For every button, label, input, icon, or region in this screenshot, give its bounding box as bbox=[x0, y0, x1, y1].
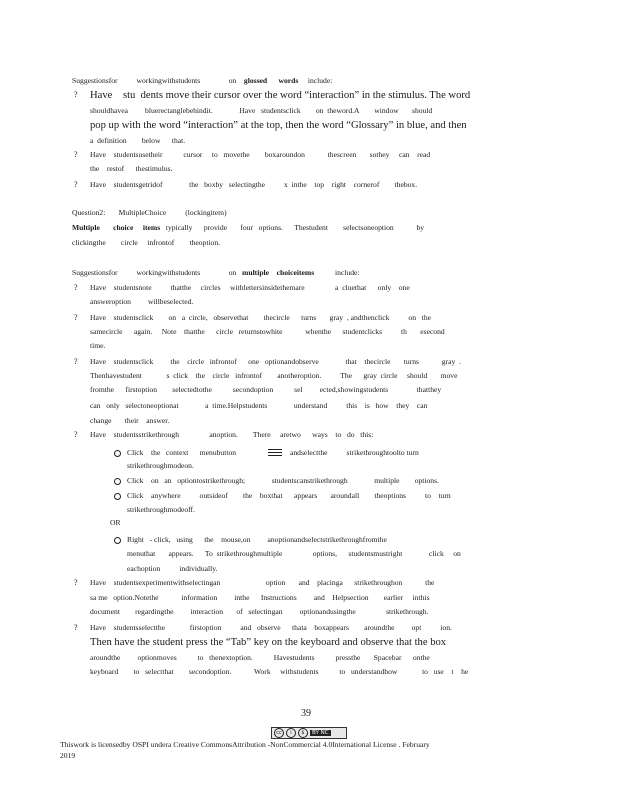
list-bullet-marker: ? bbox=[74, 180, 78, 189]
text-line bbox=[90, 283, 410, 293]
bold-term: items bbox=[142, 223, 161, 232]
text-line bbox=[90, 150, 430, 160]
text-line bbox=[127, 535, 387, 545]
text-segment: Suggestionsfor workingwithstudents on bbox=[72, 76, 244, 85]
text-line bbox=[72, 208, 227, 218]
bold-term: glossed bbox=[243, 76, 268, 85]
text-line bbox=[90, 401, 427, 411]
text-line bbox=[127, 491, 451, 501]
text-line bbox=[90, 607, 429, 617]
text-line bbox=[90, 637, 446, 649]
text-line bbox=[90, 90, 470, 102]
text-segment: Have studentsgetridof the boxby selectingthe x inthe top right cornerof thebox. bbox=[90, 180, 418, 189]
text-segment: can only selectoneoptionat a time.Helpstudents understand this is how they can bbox=[90, 401, 428, 410]
list-bullet-marker: ? bbox=[74, 623, 78, 632]
text-line bbox=[127, 448, 236, 458]
text-segment: Have studentsselectthe firstoption and observe thata boxappears aroundthe opt ion. bbox=[90, 623, 452, 632]
bold-term: words bbox=[278, 76, 299, 85]
text-segment: fromthe firstoption selectedtothe secondoption sel ected,showingstudents thatthey bbox=[90, 385, 442, 394]
bold-term: Multiple bbox=[72, 223, 100, 232]
text-line bbox=[90, 653, 430, 663]
text-line bbox=[127, 476, 439, 486]
text-segment: a definition below that. bbox=[90, 136, 186, 145]
text-segment: typically provide four options. Thestudent selectsoneoption by bbox=[160, 223, 425, 232]
page-number: 39 bbox=[301, 708, 311, 719]
bold-term: multiple bbox=[242, 268, 270, 277]
text-segment: Thenhavestudent s click the circle infrontof anotheroption. The gray circle should move bbox=[90, 371, 458, 380]
text-line bbox=[127, 461, 194, 471]
text-segment: Click on an optiontostrikethrough; studentscanstrikethrough multiple options. bbox=[127, 476, 439, 485]
text-line bbox=[90, 106, 432, 116]
text-segment: aroundthe optionmoves to thenextoption. Havestudents pressthe Spacebar onthe bbox=[90, 653, 430, 662]
text-segment bbox=[100, 223, 113, 232]
text-line bbox=[90, 623, 452, 633]
circle-bullet-icon bbox=[114, 493, 121, 500]
text-line bbox=[90, 593, 430, 603]
text-line bbox=[90, 313, 431, 323]
text-line bbox=[90, 164, 172, 174]
circle-bullet-icon bbox=[114, 450, 121, 457]
text-segment: answeroption willbeselected. bbox=[90, 297, 194, 306]
text-segment: OR bbox=[110, 518, 121, 527]
text-segment: andselectthe strikethroughtoolto turn bbox=[290, 448, 419, 457]
list-bullet-marker: ? bbox=[74, 313, 78, 322]
list-bullet-marker: ? bbox=[74, 150, 78, 159]
text-line bbox=[72, 238, 220, 248]
text-segment: document regardingthe interaction of selectingan optionandusingthe strikethrough. bbox=[90, 607, 429, 616]
text-segment: Right - click, using the mouse,on anoptionandselectstrikethroughfromthe bbox=[127, 535, 387, 544]
text-line bbox=[90, 578, 434, 588]
text-line bbox=[90, 327, 445, 337]
bold-term: choiceitems bbox=[276, 268, 315, 277]
text-segment: Click anywhere outsideof the boxthat appears aroundall theoptions to turn bbox=[127, 491, 451, 500]
footer-year: 2019 bbox=[60, 751, 76, 760]
text-line bbox=[90, 430, 373, 440]
text-line bbox=[110, 518, 121, 528]
circle-bullet-icon bbox=[114, 537, 121, 544]
text-segment bbox=[269, 268, 277, 277]
text-line bbox=[290, 448, 419, 458]
text-line bbox=[90, 416, 169, 426]
text-line bbox=[127, 505, 195, 515]
text-line bbox=[90, 297, 193, 307]
circle-bullet-icon bbox=[114, 478, 121, 485]
text-segment: Click the context menubutton bbox=[127, 448, 237, 457]
text-line bbox=[90, 385, 441, 395]
text-line bbox=[72, 223, 424, 233]
text-line bbox=[90, 136, 185, 146]
text-segment: eachoption individually. bbox=[127, 564, 218, 573]
text-segment: clickingthe circle infrontof theoption. bbox=[72, 238, 221, 247]
text-line bbox=[72, 268, 360, 278]
text-segment: pop up with the word “interaction” at the top, then the word “Glossary” in blue, and then bbox=[90, 120, 467, 131]
text-segment: Have studentsnote thatthe circles withlettersinsidethemare a cluethat only one bbox=[90, 283, 410, 292]
cc-icon: cc bbox=[274, 728, 284, 738]
text-line bbox=[90, 180, 417, 190]
text-segment: samecircle again. Note thatthe circle returnstowhite whenthe studentclicks th esecond bbox=[90, 327, 445, 336]
list-bullet-marker: ? bbox=[74, 283, 78, 292]
text-segment: menuthat appears. To strikethroughmultiple options, studentsmustright click on bbox=[127, 549, 461, 558]
text-line bbox=[127, 549, 461, 559]
text-segment: include: bbox=[314, 268, 360, 277]
text-line bbox=[90, 667, 468, 677]
list-bullet-marker: ? bbox=[74, 430, 78, 439]
cc-by-nc-license-icon bbox=[271, 727, 347, 739]
text-segment: include: bbox=[298, 76, 333, 85]
text-segment: Suggestionsfor workingwithstudents on bbox=[72, 268, 243, 277]
text-line bbox=[90, 341, 105, 351]
text-segment: Have studentsexperimentwithselectingan option and placinga strikethroughon the bbox=[90, 578, 435, 587]
menu-lines-icon bbox=[268, 449, 282, 456]
text-segment: strikethroughmodeon. bbox=[127, 461, 194, 470]
text-segment: Question2: MultipleChoice (lockingitem) bbox=[72, 208, 227, 217]
text-segment bbox=[267, 76, 278, 85]
text-segment: strikethroughmodeoff. bbox=[127, 505, 195, 514]
text-segment: Then have the student press the “Tab” key on the keyboard and observe that the box bbox=[90, 637, 447, 648]
bold-term: choice bbox=[113, 223, 134, 232]
text-segment: time. bbox=[90, 341, 106, 350]
text-segment: change their answer. bbox=[90, 416, 170, 425]
text-segment: Have stu dents move their cursor over the word “interaction” in the stimulus. The word bbox=[90, 90, 471, 101]
text-segment: Have studentsstrikethrough anoption. There aretwo ways to do this: bbox=[90, 430, 374, 439]
list-bullet-marker: ? bbox=[74, 357, 78, 366]
text-line bbox=[127, 564, 217, 574]
list-bullet-marker: ? bbox=[74, 578, 78, 587]
footer-license-line: Thiswork is licensedby OSPI undera Creative CommonsAttribution -NonCommercial 4.0International License . February bbox=[60, 740, 430, 749]
text-segment: keyboard to selectthat secondoption. Work withstudents to understandhow to use t he bbox=[90, 667, 469, 676]
text-line bbox=[90, 357, 461, 367]
text-line bbox=[72, 76, 332, 86]
text-segment: Have studentsclick the circle infrontof one optionandobserve that thecircle turns gray . bbox=[90, 357, 461, 366]
text-line bbox=[90, 371, 457, 381]
text-segment bbox=[133, 223, 143, 232]
text-segment: sa me option.Notethe information inthe Instructions and Helpsection earlier inthis bbox=[90, 593, 430, 602]
nc-icon: $ bbox=[298, 728, 308, 738]
list-bullet-marker: ? bbox=[74, 90, 78, 99]
by-icon: i bbox=[286, 728, 296, 738]
text-line bbox=[90, 120, 467, 132]
text-segment: the restof thestimulus. bbox=[90, 164, 173, 173]
license-tag: BY NC bbox=[312, 730, 329, 736]
text-segment: shouldhavea bluerectanglebehindit. Have studentsclick on theword.A window should bbox=[90, 106, 433, 115]
text-segment: Have studentsusetheir cursor to movethe boxaroundon thescreen sothey can read bbox=[90, 150, 431, 159]
text-segment: Have studentsclick on a circle, observethat thecircle turns gray , andthenclick on the bbox=[90, 313, 431, 322]
